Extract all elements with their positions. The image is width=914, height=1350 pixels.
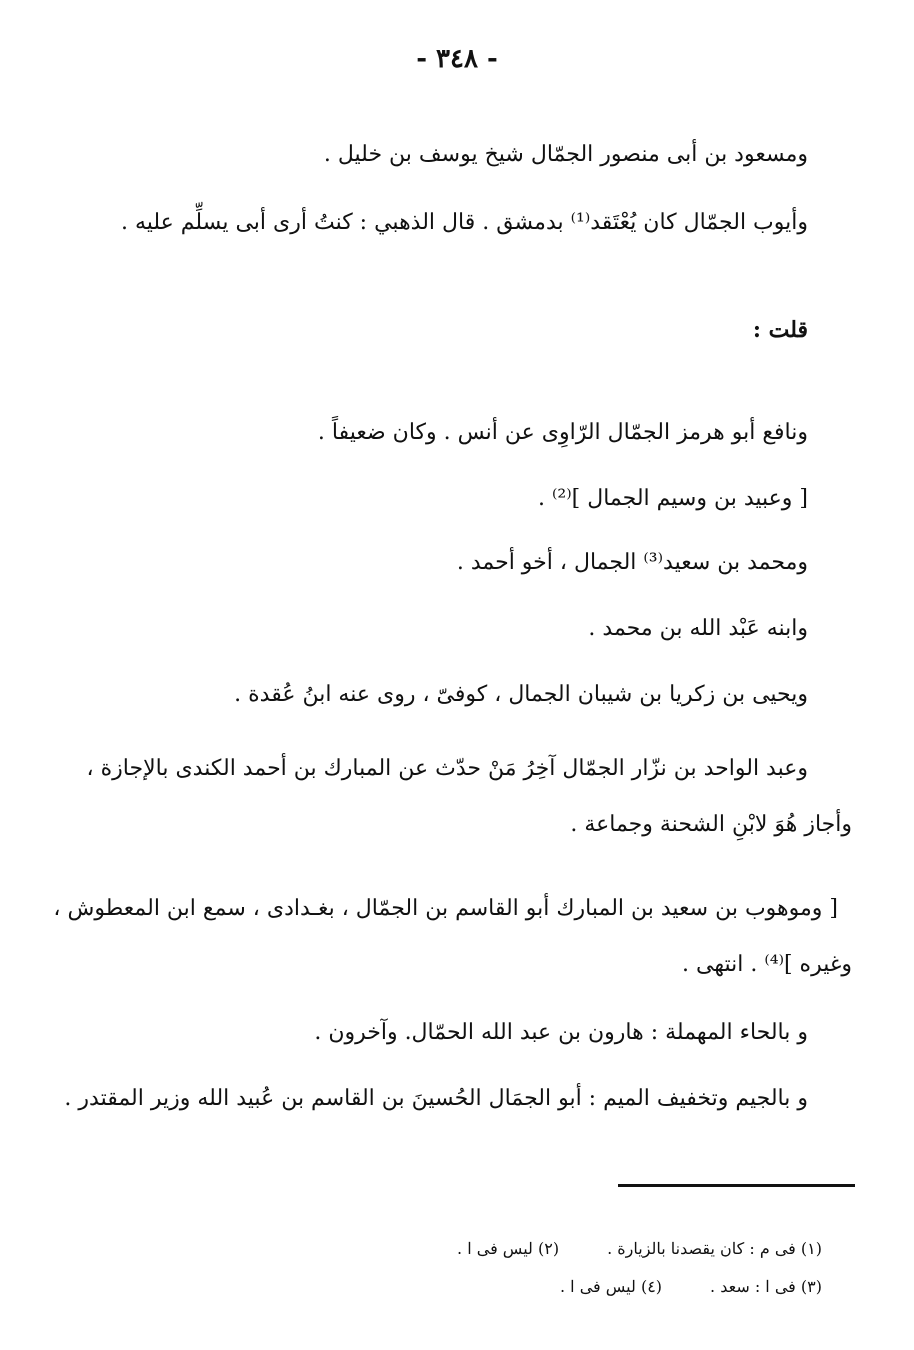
text-line: ويحيى بن زكريا بن شيبان الجمال ، كوفىّ ، روى عنه ابنُ عُقدة . [234, 682, 808, 707]
text-line: وأجاز هُوَ لابْنِ الشحنة وجماعة . [570, 812, 852, 837]
text-line: ومسعود بن أبى منصور الجمّال شيخ يوسف بن خليل . [323, 142, 808, 167]
footnote: (١) فى م : كان يقصدنا بالزيارة . [607, 1239, 822, 1258]
text-line: [ وموهوب بن سعيد بن المبارك أبو القاسم بن الجمّال ، بغـدادى ، سمع ابن المعطوش ، [53, 896, 838, 921]
text-line: وأيوب الجمّال كان يُعْتَقد⁽¹⁾ بدمشق . قال الذهبي : كنتُ أرى أبى يسلِّم عليه . [120, 210, 808, 235]
text-line: و بالحاء المهملة : هارون بن عبد الله الحمّال. وآخرون . [314, 1020, 808, 1045]
footnote: (٤) ليس فى ا . [560, 1277, 663, 1296]
text-line: وعبد الواحد بن نزّار الجمّال آخِرُ مَنْ حدّث عن المبارك بن أحمد الكندى بالإجازة ، [86, 756, 808, 781]
footnote-divider [618, 1184, 855, 1187]
page-number: - ٣٤٨ - [416, 44, 498, 74]
text-line: وابنه عَبْد الله بن محمد . [588, 616, 808, 641]
text-line: ونافع أبو هرمز الجمّال الرّاوِى عن أنس . وكان ضعيفاً . [317, 420, 808, 445]
footnote: (٢) ليس فى ا . [457, 1239, 560, 1258]
text-line: ومحمد بن سعيد⁽³⁾ الجمال ، أخو أحمد . [456, 550, 808, 575]
text-line: و بالجيم وتخفيف الميم : أبو الجمَال الحُسينَ بن القاسم بن عُبيد الله وزير المقتدر . [64, 1086, 808, 1111]
section-heading: قلت : [752, 317, 808, 343]
footnote-row [457, 1238, 822, 1260]
text-line: وغيره ]⁽⁴⁾ . انتهى . [682, 952, 852, 977]
footnote: (٣) فى ا : سعد . [710, 1277, 822, 1296]
text-line: [ وعبيد بن وسيم الجمال ]⁽²⁾ . [538, 486, 808, 511]
footnote-row [560, 1276, 822, 1298]
